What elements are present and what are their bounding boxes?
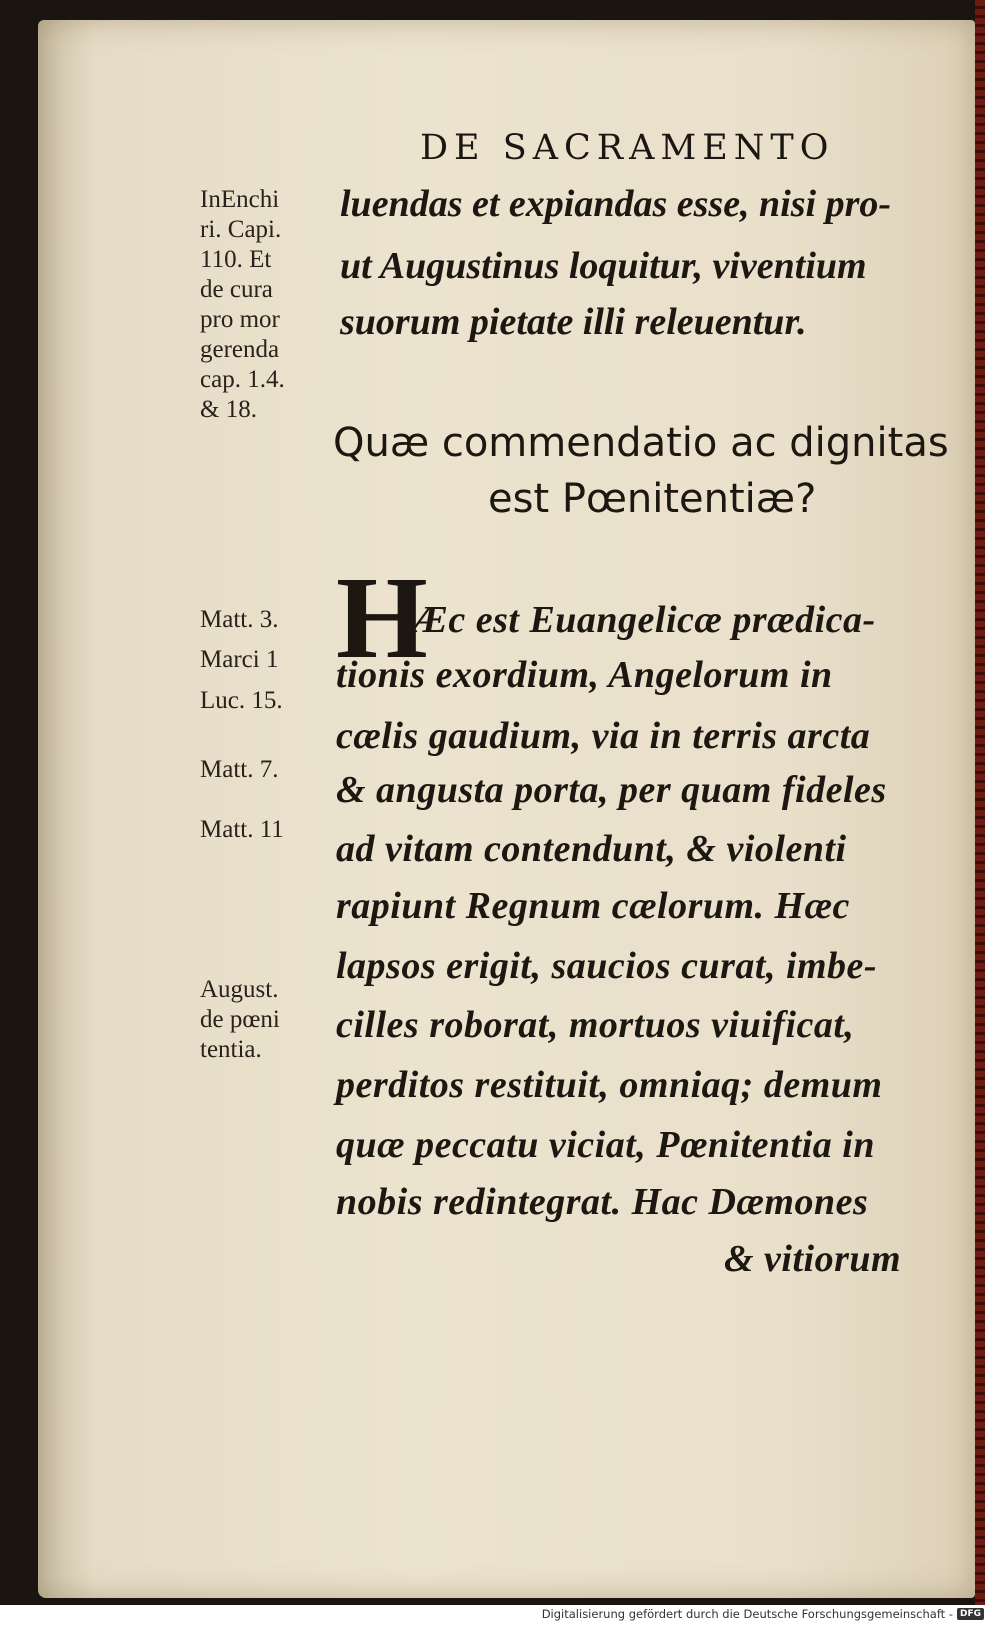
text-line: ut Augustinus loquitur, viventium [340, 245, 867, 287]
text-line: luendas et expiandas esse, nisi pro- [340, 183, 892, 225]
question-heading-line: est Pœnitentiæ? [488, 476, 817, 522]
margin-note-matt7: Matt. 7. [200, 756, 279, 783]
text-line: perditos restituit, omniaq; demum [336, 1064, 883, 1106]
text-line: ad vitam contendunt, & violenti [336, 828, 847, 870]
text-line: tionis exordium, Angelorum in [336, 654, 833, 696]
text-line: cælis gaudium, via in terris arcta [336, 715, 871, 757]
question-heading-line: Quæ commendatio ac dignitas [333, 420, 949, 466]
drop-cap: H [336, 552, 428, 683]
text-line: nobis redintegrat. Hac Dæmones [336, 1181, 869, 1223]
margin-note-enchiridion: InEnchi ri. Capi. 110. Et de cura pro mor gerenda cap. 1.4. & 18. [200, 186, 285, 423]
margin-note-augustinus: August. de pœni tentia. [200, 976, 280, 1063]
text-line: cilles roborat, mortuos viuificat, [336, 1004, 855, 1046]
digitization-credit [542, 1607, 984, 1621]
margin-note-luc15: Luc. 15. [200, 687, 283, 714]
text-line: rapiunt Regnum cælorum. Hæc [336, 885, 850, 927]
book-edge [975, 0, 985, 1605]
catchword: & vitiorum [724, 1238, 902, 1280]
margin-note-matt3: Matt. 3. [200, 606, 279, 633]
text-line: quæ peccatu viciat, Pœnitentia in [336, 1124, 875, 1166]
text-line: suorum pietate illi releuentur. [340, 301, 807, 343]
text-line: Æc est Euangelicæ prædica- [412, 599, 876, 641]
running-head: DE SACRAMENTO [420, 128, 835, 168]
dfg-logo: DFG [957, 1608, 984, 1620]
text-line: lapsos erigit, saucios curat, imbe- [336, 945, 878, 987]
text-line: & angusta porta, per quam fideles [336, 769, 887, 811]
margin-note-matt11: Matt. 11 [200, 816, 284, 843]
credit-text: Digitalisierung gefördert durch die Deutsche Forschungsgemeinschaft - [541, 1607, 953, 1621]
margin-note-marci1: Marci 1 [200, 646, 279, 673]
